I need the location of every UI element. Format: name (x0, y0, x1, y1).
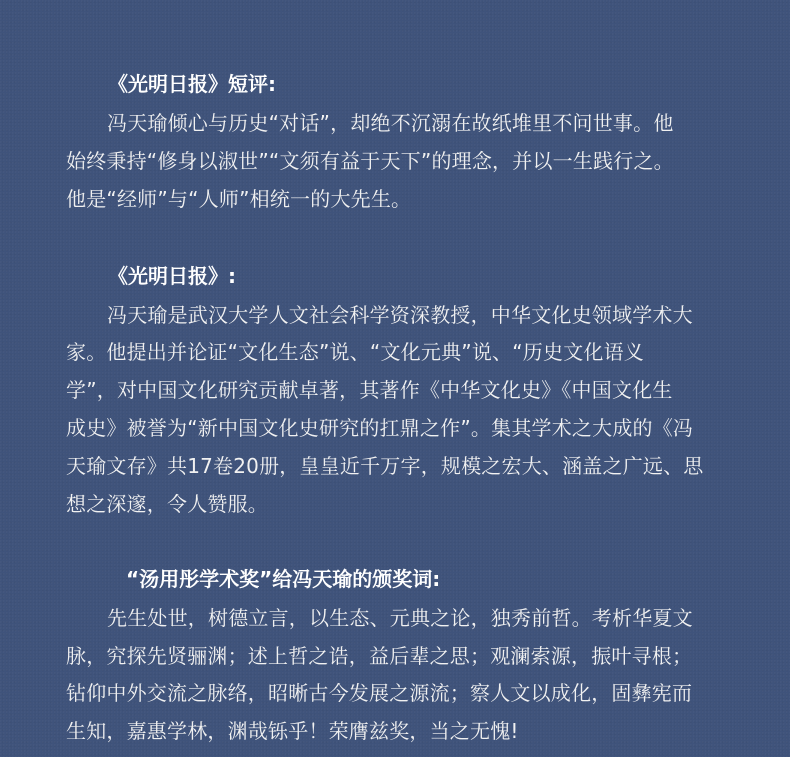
body-line: 他是“经师”与“人师”相统一的大先生。 (66, 187, 412, 211)
body-line: 成史》被誉为“新中国文化史研究的扛鼎之作”。集其学术之大成的《冯 (66, 416, 694, 440)
body-line: 始终秉持“修身以淑世”“文须有益于天下”的理念，并以一生践行之。 (66, 149, 674, 173)
body-line: 想之深邃，令人赞服。 (66, 492, 268, 516)
section-heading: “汤用彤学术奖”给冯天瑜的颁奖词: (126, 567, 441, 591)
body-line: 钻仰中外交流之脉络，昭晰古今发展之源流；察人文以成化，固彝宪而 (66, 681, 693, 705)
body-line: 天瑜文存》共17卷20册，皇皇近千万字，规模之宏大、涵盖之广远、思 (66, 454, 704, 478)
body-line: 脉，究探先贤骊渊；述上哲之诰，益后辈之思；观澜索源，振叶寻根； (66, 644, 693, 668)
body-line: 冯天瑜是武汉大学人文社会科学资深教授，中华文化史领域学术大 (107, 303, 693, 327)
body-line: 先生处世，树德立言，以生态、元典之论，独秀前哲。考析华夏文 (107, 606, 693, 630)
body-line: 家。他提出并论证“文化生态”说、“文化元典”说、“历史文化语义 (66, 340, 645, 364)
body-line: 学”，对中国文化研究贡献卓著，其著作《中华文化史》《中国文化生 (66, 378, 673, 402)
section-heading: 《光明日报》: (108, 264, 236, 288)
section-heading: 《光明日报》短评: (108, 72, 276, 96)
body-line: 冯天瑜倾心与历史“对话”，却绝不沉溺在故纸堆里不问世事。他 (107, 111, 674, 135)
body-line: 生知，嘉惠学林，渊哉铄乎！荣膺兹奖，当之无愧! (66, 719, 519, 743)
